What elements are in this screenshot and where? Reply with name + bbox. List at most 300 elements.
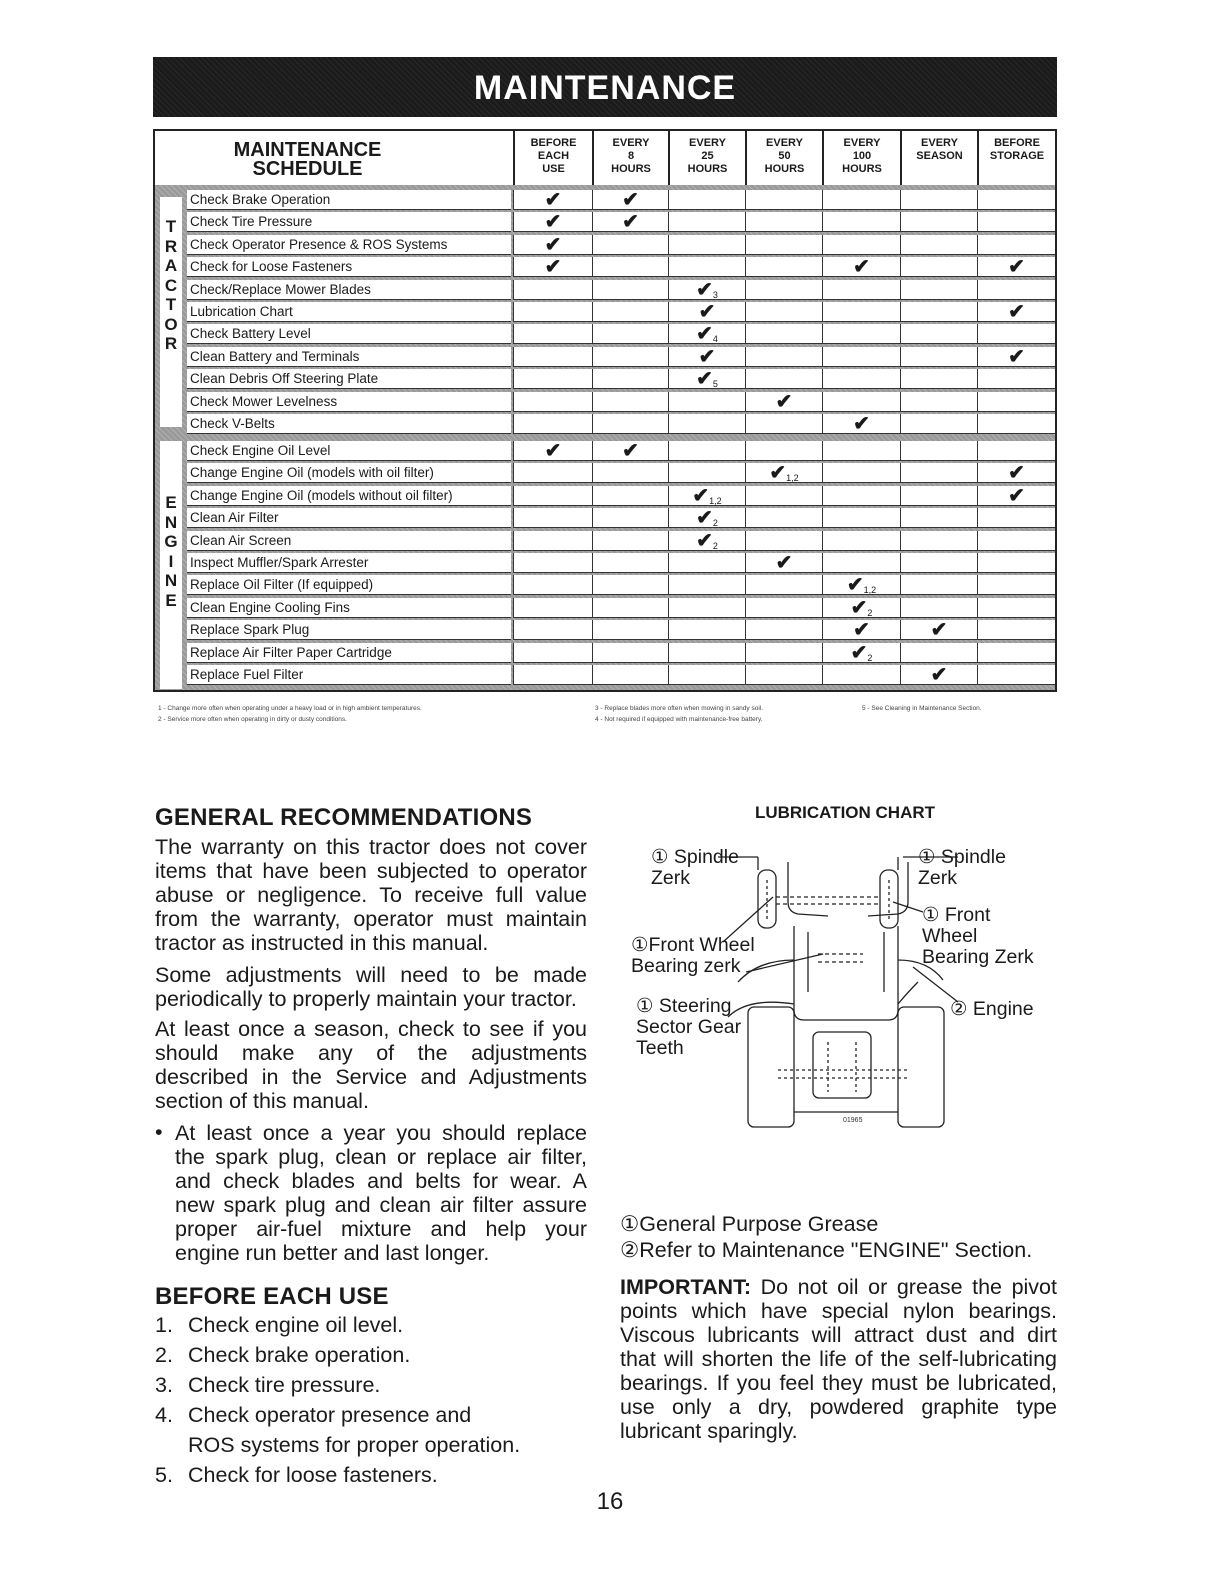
empty-cell xyxy=(977,508,1055,528)
empty-cell xyxy=(745,235,822,255)
empty-cell xyxy=(592,280,668,300)
check-mark-glyph: ✔ xyxy=(930,664,948,686)
empty-cell xyxy=(745,486,822,506)
check-mark-glyph: ✔ xyxy=(544,211,562,234)
legend-grease: ①General Purpose Grease xyxy=(620,1212,879,1236)
check-mark-glyph: ✔ xyxy=(930,619,948,642)
task-label: Check Tire Pressure xyxy=(187,212,511,232)
label-spindle-left-line1: ① Spindle xyxy=(651,846,739,868)
check-mark-glyph: ✔ xyxy=(696,529,713,552)
column-header-line: BEFORE xyxy=(530,137,577,149)
check-mark-glyph: ✔ xyxy=(544,189,562,211)
rear-wheel-right xyxy=(898,1007,944,1127)
empty-cell xyxy=(900,302,977,322)
item-text: Check tire pressure. xyxy=(188,1373,381,1397)
item-text: Check brake operation. xyxy=(188,1343,411,1367)
empty-cell xyxy=(822,392,900,412)
task-label: Check Operator Presence & ROS Systems xyxy=(187,235,511,255)
check-mark-glyph: ✔ xyxy=(853,256,870,279)
task-label: Check/Replace Mower Blades xyxy=(187,280,511,300)
empty-cell xyxy=(745,531,822,551)
footnote-5: 5 - See Cleaning in Maintenance Section. xyxy=(862,705,982,712)
section-banner xyxy=(153,57,1057,117)
empty-cell xyxy=(900,441,977,461)
column-header xyxy=(592,131,668,185)
empty-cell xyxy=(513,369,592,389)
task-label: Inspect Muffler/Spark Arrester xyxy=(187,553,511,573)
column-header-line: STORAGE xyxy=(989,150,1045,162)
check-mark-glyph: ✔ xyxy=(622,440,639,462)
check-mark-icon xyxy=(977,347,1055,367)
leader-steering xyxy=(746,954,823,972)
empty-cell xyxy=(745,598,822,618)
column-header-line: 25 xyxy=(701,150,714,162)
task-label: Check Brake Operation xyxy=(187,190,511,210)
empty-cell xyxy=(513,324,592,344)
task-label: Change Engine Oil (models with oil filter) xyxy=(187,463,511,483)
before-each-use-item xyxy=(155,1313,587,1339)
empty-cell xyxy=(513,347,592,367)
column-header-line: 50 xyxy=(778,150,791,162)
footnote-ref: 1,2 xyxy=(786,473,799,484)
empty-cell xyxy=(513,463,592,483)
check-mark-glyph: ✔ xyxy=(622,211,639,234)
empty-cell xyxy=(513,486,592,506)
engine-letter: N xyxy=(164,512,178,532)
check-mark-glyph: ✔ xyxy=(850,641,868,664)
item-text: ROS systems for proper operation. xyxy=(188,1433,521,1457)
empty-cell xyxy=(513,598,592,618)
check-mark-glyph: ✔ xyxy=(853,413,870,435)
column-header-line: SEASON xyxy=(916,150,963,162)
label-front-wheel-left xyxy=(631,935,755,977)
item-text: Check operator presence and xyxy=(188,1403,472,1427)
tractor-letter: T xyxy=(165,217,177,236)
check-mark-icon xyxy=(668,369,745,389)
label-front-wheel-right-line3: Bearing Zerk xyxy=(922,946,1034,968)
check-mark-glyph: ✔ xyxy=(544,256,562,279)
empty-cell xyxy=(668,212,745,232)
check-mark-icon xyxy=(592,441,668,461)
schedule-title-line1: MAINTENANCE xyxy=(233,139,382,161)
empty-cell xyxy=(668,575,745,595)
empty-cell xyxy=(900,369,977,389)
empty-cell xyxy=(745,620,822,640)
empty-cell xyxy=(668,463,745,483)
check-mark-icon xyxy=(668,324,745,344)
empty-cell xyxy=(900,486,977,506)
tractor-letter: R xyxy=(164,236,178,256)
check-mark-icon xyxy=(822,620,900,640)
empty-cell xyxy=(822,235,900,255)
check-mark-icon xyxy=(513,235,592,255)
column-header xyxy=(900,131,977,185)
check-mark-icon xyxy=(822,414,900,434)
figure-id: 01965 xyxy=(843,1117,863,1124)
empty-cell xyxy=(513,575,592,595)
check-mark-icon xyxy=(668,280,745,300)
empty-cell xyxy=(977,598,1055,618)
label-front-wheel-left-line2: Bearing zerk xyxy=(631,955,741,977)
column-header-line: HOURS xyxy=(842,163,882,175)
label-spindle-right xyxy=(918,847,1006,889)
check-mark-icon xyxy=(822,257,900,277)
task-label: Lubrication Chart xyxy=(187,302,511,322)
empty-cell xyxy=(900,553,977,573)
empty-cell xyxy=(668,598,745,618)
empty-cell xyxy=(513,302,592,322)
engine-letter: E xyxy=(165,493,177,512)
empty-cell xyxy=(592,508,668,528)
engine-letter: N xyxy=(164,571,178,590)
check-mark-glyph: ✔ xyxy=(850,596,868,619)
empty-cell xyxy=(668,665,745,685)
empty-cell xyxy=(745,643,822,663)
column-header-line: EVERY xyxy=(612,137,650,149)
check-mark-icon xyxy=(668,531,745,551)
page-number: 16 xyxy=(596,1488,624,1515)
empty-cell xyxy=(977,212,1055,232)
schedule-title xyxy=(155,141,460,179)
column-header-line: EVERY xyxy=(689,137,726,149)
empty-cell xyxy=(977,280,1055,300)
footnote-4: 4 - Not required if equipped with maintenance-free battery. xyxy=(595,716,763,723)
empty-cell xyxy=(513,280,592,300)
empty-cell xyxy=(745,414,822,434)
check-mark-icon xyxy=(745,392,822,412)
empty-cell xyxy=(900,324,977,344)
task-label: Change Engine Oil (models without oil filter) xyxy=(187,486,511,506)
column-header-line: EVERY xyxy=(766,137,803,149)
footnote-2: 2 - Service more often when operating in dirty or dusty conditions. xyxy=(158,716,347,723)
check-mark-icon xyxy=(822,643,900,663)
empty-cell xyxy=(977,369,1055,389)
footnote-ref: 2 xyxy=(712,518,718,529)
column-header xyxy=(745,131,822,185)
footnote-ref: 3 xyxy=(712,289,718,300)
empty-cell xyxy=(668,620,745,640)
task-label: Check Engine Oil Level xyxy=(187,441,511,461)
item-number: 4. xyxy=(155,1403,173,1427)
check-mark-glyph: ✔ xyxy=(696,507,713,530)
check-mark-glyph: ✔ xyxy=(696,368,713,391)
empty-cell xyxy=(668,392,745,412)
check-mark-glyph: ✔ xyxy=(696,278,713,301)
label-steering-line2: Sector Gear xyxy=(636,1016,742,1038)
check-mark-glyph: ✔ xyxy=(622,189,639,211)
label-steering-line3: Teeth xyxy=(636,1037,684,1059)
empty-cell xyxy=(513,620,592,640)
empty-cell xyxy=(977,324,1055,344)
check-mark-icon xyxy=(745,463,822,483)
general-paragraph-2: Some adjustments will need to be made periodically to properly maintain your tractor. xyxy=(155,963,587,1011)
empty-cell xyxy=(977,665,1055,685)
empty-cell xyxy=(900,280,977,300)
front-frame-left xyxy=(788,862,828,916)
before-each-use-item xyxy=(155,1463,587,1489)
check-mark-icon xyxy=(513,190,592,210)
footnote-ref: 5 xyxy=(712,379,718,390)
task-label: Replace Spark Plug xyxy=(187,620,511,640)
check-mark-icon xyxy=(668,508,745,528)
check-mark-icon xyxy=(977,486,1055,506)
lubrication-chart-title: LUBRICATION CHART xyxy=(754,803,936,822)
check-mark-icon xyxy=(822,598,900,618)
tractor-letter: O xyxy=(164,314,178,334)
column-header-line: BEFORE xyxy=(994,137,1040,149)
empty-cell xyxy=(900,598,977,618)
task-label: Check Battery Level xyxy=(187,324,511,344)
empty-cell xyxy=(900,190,977,210)
before-each-use-item xyxy=(155,1343,587,1369)
check-mark-icon xyxy=(668,486,745,506)
before-each-use-item xyxy=(155,1433,587,1459)
empty-cell xyxy=(592,302,668,322)
empty-cell xyxy=(822,280,900,300)
empty-cell xyxy=(745,369,822,389)
column-header-line: EVERY xyxy=(921,137,958,149)
empty-cell xyxy=(745,302,822,322)
empty-cell xyxy=(513,414,592,434)
tractor-letter: C xyxy=(164,275,178,295)
empty-cell xyxy=(977,414,1055,434)
check-mark-glyph: ✔ xyxy=(846,574,864,597)
empty-cell xyxy=(822,347,900,367)
check-mark-icon xyxy=(592,212,668,232)
empty-cell xyxy=(745,324,822,344)
empty-cell xyxy=(745,665,822,685)
empty-cell xyxy=(822,441,900,461)
empty-cell xyxy=(900,463,977,483)
task-label: Clean Engine Cooling Fins xyxy=(187,598,511,618)
legend-engine-ref: ②Refer to Maintenance "ENGINE" Section. xyxy=(620,1238,1033,1262)
footnote-ref: 2 xyxy=(867,607,873,618)
column-header xyxy=(822,131,900,185)
empty-cell xyxy=(822,665,900,685)
empty-cell xyxy=(592,531,668,551)
check-mark-glyph: ✔ xyxy=(698,345,716,368)
tractor-letter: T xyxy=(165,295,177,314)
footnote-3: 3 - Replace blades more often when mowing in sandy soil. xyxy=(595,705,764,712)
empty-cell xyxy=(822,508,900,528)
empty-cell xyxy=(977,235,1055,255)
column-header-line: HOURS xyxy=(611,163,651,175)
task-label: Replace Fuel Filter xyxy=(187,665,511,685)
check-mark-glyph: ✔ xyxy=(1008,462,1025,485)
empty-cell xyxy=(900,531,977,551)
empty-cell xyxy=(592,257,668,277)
empty-cell xyxy=(592,643,668,663)
empty-cell xyxy=(592,553,668,573)
empty-cell xyxy=(513,531,592,551)
empty-cell xyxy=(822,369,900,389)
check-mark-icon xyxy=(822,575,900,595)
column-header xyxy=(977,131,1055,185)
column-header-line: USE xyxy=(542,163,565,175)
engine-side-label xyxy=(160,441,182,689)
column-header-line: 8 xyxy=(627,150,635,162)
check-mark-glyph: ✔ xyxy=(692,484,710,507)
empty-cell xyxy=(745,347,822,367)
check-mark-icon xyxy=(513,441,592,461)
empty-cell xyxy=(592,324,668,344)
empty-cell xyxy=(513,392,592,412)
check-mark-icon xyxy=(745,553,822,573)
engine-letter: I xyxy=(168,551,174,571)
important-note xyxy=(620,1275,1057,1443)
important-label: IMPORTANT: xyxy=(620,1275,751,1299)
footnote-ref: 2 xyxy=(867,652,873,663)
empty-cell xyxy=(822,302,900,322)
empty-cell xyxy=(745,508,822,528)
empty-cell xyxy=(513,553,592,573)
check-mark-glyph: ✔ xyxy=(775,552,793,574)
check-mark-icon xyxy=(592,190,668,210)
tractor-side-label xyxy=(160,197,182,427)
check-mark-icon xyxy=(977,257,1055,277)
empty-cell xyxy=(745,441,822,461)
empty-cell xyxy=(592,235,668,255)
task-label: Clean Battery and Terminals xyxy=(187,347,511,367)
check-mark-icon xyxy=(513,257,592,277)
empty-cell xyxy=(745,575,822,595)
empty-cell xyxy=(900,257,977,277)
empty-cell xyxy=(977,441,1055,461)
bullet-dot: • xyxy=(155,1120,163,1144)
column-header-line: EACH xyxy=(537,150,570,162)
empty-cell xyxy=(668,643,745,663)
check-mark-glyph: ✔ xyxy=(1008,256,1025,279)
check-mark-glyph: ✔ xyxy=(1008,301,1025,323)
maintenance-schedule-table xyxy=(153,129,1057,692)
check-mark-icon xyxy=(900,620,977,640)
check-mark-glyph: ✔ xyxy=(698,301,716,323)
item-number: 5. xyxy=(155,1463,173,1487)
empty-cell xyxy=(592,414,668,434)
label-front-wheel-right-line2: Wheel xyxy=(922,925,978,947)
empty-cell xyxy=(977,392,1055,412)
task-label: Check V-Belts xyxy=(187,414,511,434)
empty-cell xyxy=(900,508,977,528)
footnote-ref: 2 xyxy=(712,540,718,551)
task-label: Replace Air Filter Paper Cartridge xyxy=(187,643,511,663)
task-label: Check for Loose Fasteners xyxy=(187,257,511,277)
empty-cell xyxy=(592,392,668,412)
check-mark-icon xyxy=(977,302,1055,322)
task-label: Check Mower Levelness xyxy=(187,392,511,412)
empty-cell xyxy=(668,553,745,573)
column-header-line: EVERY xyxy=(843,137,881,149)
empty-cell xyxy=(977,553,1055,573)
column-header-line: 100 xyxy=(852,150,872,162)
item-text: Check for loose fasteners. xyxy=(188,1463,438,1487)
empty-cell xyxy=(900,643,977,663)
empty-cell xyxy=(592,598,668,618)
empty-cell xyxy=(592,665,668,685)
label-steering-line1: ① Steering xyxy=(636,995,732,1017)
empty-cell xyxy=(822,324,900,344)
empty-cell xyxy=(822,212,900,232)
check-mark-icon xyxy=(668,347,745,367)
empty-cell xyxy=(977,620,1055,640)
empty-cell xyxy=(900,414,977,434)
item-text: Check engine oil level. xyxy=(188,1313,404,1337)
general-paragraph-3: At least once a season, check to see if you should make any of the adjustments described in the Service and Adjustments section of this manual. xyxy=(155,1017,587,1113)
before-each-use-item xyxy=(155,1403,587,1429)
check-mark-glyph: ✔ xyxy=(853,619,870,642)
empty-cell xyxy=(668,257,745,277)
empty-cell xyxy=(592,347,668,367)
check-mark-icon xyxy=(513,212,592,232)
label-spindle-right-line2: Zerk xyxy=(918,867,957,889)
important-text: Do not oil or grease the pivot points which have special nylon bearings. Viscous lubricants will attract dust and dirt that will shorten the life of the self-lubricating bearings. If you feel they must be lubricated, use only a dry, powdered graphite type lubricant sparingly. xyxy=(620,1275,1057,1443)
task-label: Replace Oil Filter (If equipped) xyxy=(187,575,511,595)
empty-cell xyxy=(822,463,900,483)
item-number: 2. xyxy=(155,1343,173,1367)
empty-cell xyxy=(900,575,977,595)
task-label: Clean Debris Off Steering Plate xyxy=(187,369,511,389)
empty-cell xyxy=(822,486,900,506)
empty-cell xyxy=(977,575,1055,595)
empty-cell xyxy=(822,190,900,210)
check-mark-icon xyxy=(977,463,1055,483)
task-label: Clean Air Screen xyxy=(187,531,511,551)
check-mark-icon xyxy=(668,302,745,322)
empty-cell xyxy=(900,347,977,367)
footnote-ref: 1,2 xyxy=(863,585,877,596)
empty-cell xyxy=(900,235,977,255)
engine-box xyxy=(813,1032,871,1098)
tractor-body xyxy=(794,926,898,1020)
item-number: 1. xyxy=(155,1313,173,1337)
check-mark-glyph: ✔ xyxy=(696,323,713,346)
check-mark-glyph: ✔ xyxy=(769,462,787,485)
empty-cell xyxy=(745,190,822,210)
engine-letter: G xyxy=(164,532,178,551)
empty-cell xyxy=(822,531,900,551)
empty-cell xyxy=(668,441,745,461)
label-spindle-right-line1: ① Spindle xyxy=(918,846,1006,868)
empty-cell xyxy=(668,414,745,434)
label-engine: ② Engine xyxy=(950,998,1034,1020)
empty-cell xyxy=(977,531,1055,551)
empty-cell xyxy=(977,190,1055,210)
empty-cell xyxy=(592,575,668,595)
task-label: Clean Air Filter xyxy=(187,508,511,528)
item-number: 3. xyxy=(155,1373,173,1397)
footnote-ref: 1,2 xyxy=(709,495,722,506)
page-title: MAINTENANCE xyxy=(473,69,737,107)
empty-cell xyxy=(592,369,668,389)
schedule-title-box xyxy=(155,131,513,185)
empty-cell xyxy=(900,392,977,412)
empty-cell xyxy=(745,280,822,300)
empty-cell xyxy=(592,620,668,640)
check-mark-glyph: ✔ xyxy=(775,390,793,413)
column-header-line: HOURS xyxy=(687,163,728,175)
tractor-letter: R xyxy=(164,334,178,353)
label-front-wheel-left-line1: ①Front Wheel xyxy=(631,934,755,956)
empty-cell xyxy=(513,508,592,528)
column-header-line: HOURS xyxy=(764,163,805,175)
label-spindle-left-line2: Zerk xyxy=(651,867,690,889)
empty-cell xyxy=(900,212,977,232)
check-mark-glyph: ✔ xyxy=(544,440,562,462)
schedule-title-line2: SCHEDULE xyxy=(252,158,363,180)
check-mark-glyph: ✔ xyxy=(1008,345,1025,368)
check-mark-glyph: ✔ xyxy=(1008,484,1025,507)
column-header xyxy=(513,131,592,185)
